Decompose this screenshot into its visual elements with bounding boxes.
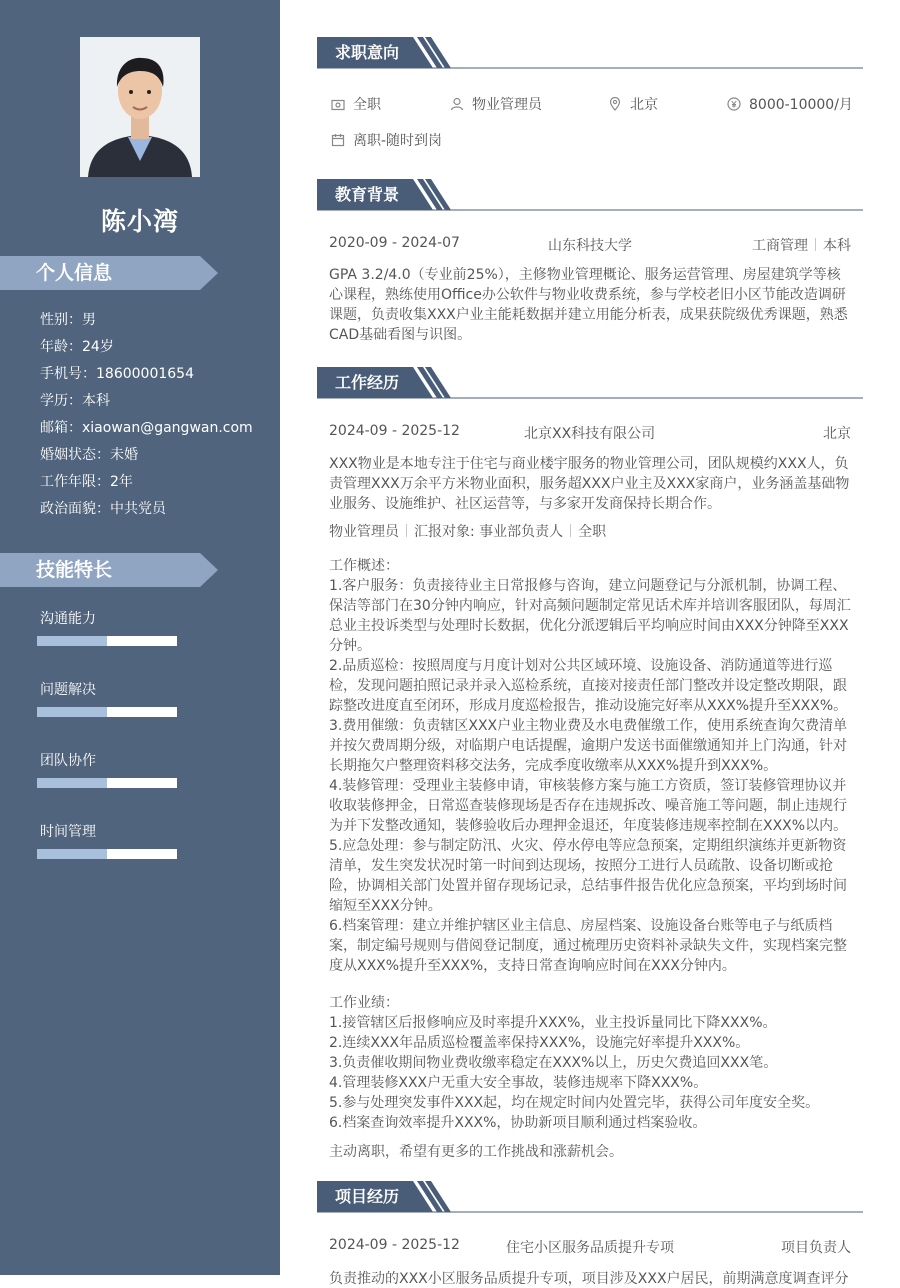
intent-status-value: 离职-随时到岗	[353, 133, 443, 149]
achievement-item: 6.档案查询效率提升XXX%，协助新项目顺利通过档案验收。	[329, 1115, 707, 1131]
work-overview	[329, 556, 854, 976]
skill-bar-fill	[37, 636, 107, 646]
work-company: 北京XX科技有限公司	[524, 426, 656, 442]
education-description: GPA 3.2/4.0（专业前25%），主修物业管理概论、服务运营管理、房屋建筑学等核心课程，熟练使用Office办公软件与物业收费系统，参与学校老旧小区节能改造调研课题，负责收集XXX户业主能耗数据并建立用能分析表，成果获院级优秀课题，熟悉CAD基础看图与识图。	[329, 267, 848, 343]
skill-bar	[37, 849, 177, 859]
intent-city-value: 北京	[630, 97, 658, 113]
briefcase-icon	[331, 97, 345, 111]
info-email: 邮箱：xiaowan@gangwan.com	[40, 420, 253, 436]
info-marital: 婚姻状态：未婚	[40, 447, 138, 463]
project-description: 负责推动的XXX小区服务品质提升专项，项目涉及XXX户居民，前期满意度调查评分	[329, 1271, 849, 1287]
skill-item	[40, 821, 190, 841]
intent-position-value: 物业管理员	[472, 97, 542, 113]
location-pin-icon	[608, 97, 622, 111]
project-name: 住宅小区服务品质提升专项	[506, 1240, 674, 1256]
work-role-line	[329, 521, 606, 541]
overview-item: 3.费用催缴：负责辖区XXX户业主物业费及水电费催缴工作，使用系统查询欠费清单并按欠费周期分级，对临期户电话提醒，逾期户发送书面催缴通知并上门沟通，针对长期拖欠户整理资料移交法务，完成季度收缴率从XXX%提升到XXX%。	[329, 718, 848, 774]
skill-item	[40, 608, 190, 628]
achievement-item: 1.接管辖区后报修响应及时率提升XXX%，业主投诉量同比下降XXX%。	[329, 1015, 777, 1031]
info-political: 政治面貌：中共党员	[40, 501, 166, 517]
work-title: 工作经历	[335, 373, 400, 392]
overview-item: 1.客户服务：负责接待业主日常报修与咨询，建立问题登记与分派机制，协调工程、保洁等部门在30分钟内响应，针对高频问题制定常见话术库并培训客服团队，每周汇总业主投诉类型与处理时长数据，优化分派逻辑后平均响应时间由XXX分钟降至XXX分钟。	[329, 578, 851, 654]
avatar	[80, 37, 200, 177]
work-overview-title: 工作概述：	[329, 558, 399, 574]
skill-name: 团队协作	[40, 753, 96, 769]
intent-city	[608, 94, 658, 114]
skill-name: 沟通能力	[40, 611, 96, 627]
education-major-degree	[752, 235, 851, 255]
portrait-image	[80, 37, 200, 177]
personal-info-title: 个人信息	[36, 262, 113, 284]
skill-item	[40, 750, 190, 770]
personal-info-list	[40, 308, 253, 524]
skill-bar-fill	[37, 707, 107, 717]
education-section-header	[317, 179, 863, 213]
work-report-to: 汇报对象: 事业部负责人	[414, 524, 564, 540]
achievement-item: 5.参与处理突发事件XXX起，均在规定时间内处置完毕，获得公司年度安全奖。	[329, 1095, 820, 1111]
info-gender: 性别：男	[40, 312, 96, 328]
education-degree: 本科	[823, 238, 851, 254]
candidate-name: 陈小湾	[100, 207, 179, 236]
divider	[815, 238, 816, 251]
info-years: 工作年限：2年	[40, 474, 133, 490]
calendar-icon	[331, 133, 345, 147]
skill-name: 时间管理	[40, 824, 96, 840]
intent-section-header	[317, 37, 863, 71]
skill-bar-fill	[37, 849, 107, 859]
info-phone: 手机号：18600001654	[40, 366, 194, 382]
skill-bar	[37, 778, 177, 788]
education-title: 教育背景	[335, 185, 400, 204]
work-achievements-title: 工作业绩：	[329, 995, 399, 1011]
divider	[570, 524, 571, 537]
work-job-type: 全职	[578, 524, 607, 540]
work-period: 2024-09 - 2025-12	[329, 423, 460, 439]
achievement-item: 4.管理装修XXX户无重大安全事故，装修违规率下降XXX%。	[329, 1075, 708, 1091]
achievement-item: 3.负责催收期间物业费收缴率稳定在XXX%以上，历史欠费追回XXX笔。	[329, 1055, 778, 1071]
skill-bar	[37, 707, 177, 717]
project-section-header	[317, 1181, 863, 1215]
skills-banner	[0, 553, 218, 587]
project-period: 2024-09 - 2025-12	[329, 1237, 460, 1253]
work-role: 物业管理员	[329, 524, 399, 540]
yen-coin-icon	[727, 97, 741, 111]
intent-type	[331, 94, 381, 114]
work-achievements	[329, 993, 854, 1133]
overview-item: 4.装修管理：受理业主装修申请，审核装修方案与施工方资质，签订装修管理协议并收取装修押金，日常巡查装修现场是否存在违规拆改、噪音施工等问题，制止违规行为并下发整改通知，装修验收后办理押金退还，年度装修违规率控制在XXX%以内。	[329, 778, 848, 834]
skill-bar	[37, 636, 177, 646]
intent-status	[331, 130, 442, 150]
skill-bar-fill	[37, 778, 107, 788]
intent-type-value: 全职	[353, 97, 381, 113]
achievement-item: 2.连续XXX年品质巡检覆盖率保持XXX%，设施完好率提升XXX%。	[329, 1035, 750, 1051]
sidebar	[0, 0, 280, 1275]
overview-item: 2.品质巡检：按照周度与月度计划对公共区域环境、设施设备、消防通道等进行巡检，发现问题拍照记录并录入巡检系统，直接对接责任部门整改并设定整改期限，跟踪整改进度直至闭环，形成月度巡检报告，推动设施完好率从XXX%提升至XXX%。	[329, 658, 848, 714]
skills-title: 技能特长	[36, 559, 113, 581]
work-leave-reason: 主动离职，希望有更多的工作挑战和涨薪机会。	[329, 1144, 623, 1160]
work-section-header	[317, 367, 863, 401]
personal-info-banner	[0, 256, 218, 290]
skill-name: 问题解决	[40, 682, 96, 698]
divider	[406, 524, 407, 537]
user-icon	[450, 97, 464, 111]
project-role: 项目负责人	[781, 1240, 851, 1256]
work-company-description: XXX物业是本地专注于住宅与商业楼宇服务的物业管理公司，团队规模约XXX人，负责管理XXX万余平方米物业面积，服务超XXX户业主及XXX家商户，业务涵盖基础物业服务、设施维护、社区运营等，与多家开发商保持长期合作。	[329, 456, 850, 512]
info-education: 学历：本科	[40, 393, 110, 409]
intent-title: 求职意向	[335, 43, 400, 62]
overview-item: 5.应急处理：参与制定防汛、火灾、停水停电等应急预案，定期组织演练并更新物资清单，发生突发状况时第一时间到达现场，按照分工进行人员疏散、设备切断或抢险，协调相关部门处置并留存现场记录，总结事件报告优化应急预案，平均到场时间缩短至XXX分钟。	[329, 838, 847, 914]
intent-salary-value: 8000-10000/月	[749, 97, 853, 113]
overview-item: 6.档案管理：建立并维护辖区业主信息、房屋档案、设施设备台账等电子与纸质档案，制定编号规则与借阅登记制度，通过梳理历史资料补录缺失文件，实现档案完整度从XXX%提升至XXX%，支持日常查询响应时间在XXX分钟内。	[329, 918, 847, 974]
intent-position	[450, 94, 542, 114]
project-title: 项目经历	[335, 1187, 400, 1206]
info-age: 年龄：24岁	[40, 339, 114, 355]
education-period: 2020-09 - 2024-07	[329, 235, 460, 251]
intent-salary	[727, 94, 853, 114]
education-major: 工商管理	[752, 238, 808, 254]
education-school: 山东科技大学	[548, 238, 632, 254]
skill-item	[40, 679, 190, 699]
work-city: 北京	[823, 426, 851, 442]
